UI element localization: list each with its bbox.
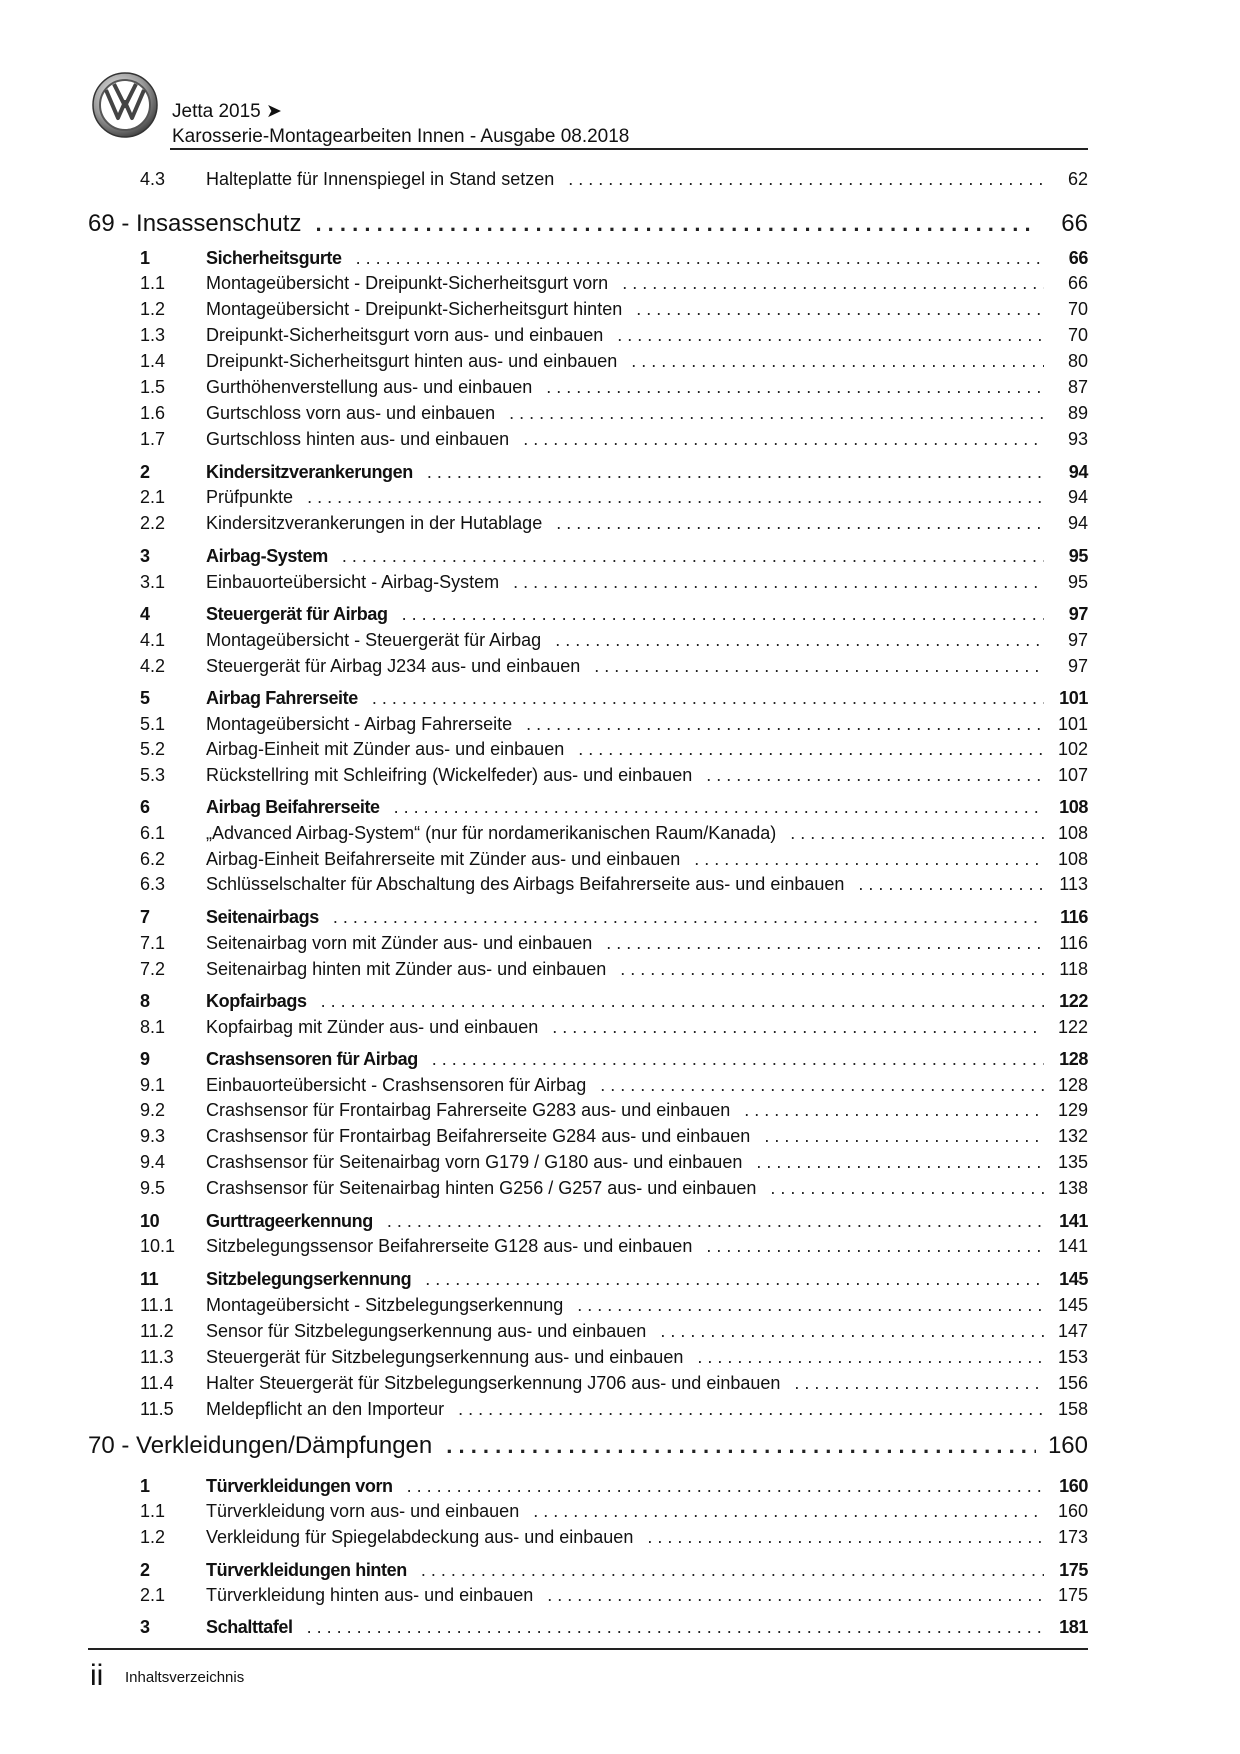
toc-number: 3	[140, 1617, 150, 1637]
toc-page-number: 129	[1057, 1100, 1088, 1120]
dot-leader	[526, 714, 1044, 734]
dot-leader	[568, 169, 1044, 189]
toc-number: 1	[140, 248, 150, 268]
toc-section	[88, 1560, 1088, 1580]
toc-title: Kindersitzverankerungen	[206, 462, 413, 482]
dot-leader	[394, 797, 1044, 817]
toc-number: 1	[140, 1476, 150, 1496]
dot-leader	[790, 823, 1044, 843]
toc-title: Gurtschloss vorn aus- und einbauen	[206, 403, 496, 423]
toc-section	[88, 1617, 1088, 1637]
toc-page-number: 66	[1068, 248, 1088, 268]
toc-section	[88, 797, 1088, 817]
toc-page-number: 128	[1059, 1049, 1088, 1069]
toc-page-number: 95	[1067, 572, 1088, 592]
dot-leader	[533, 1501, 1044, 1521]
footer-page-number: ii	[90, 1659, 104, 1692]
toc-page-number: 160	[1059, 1476, 1088, 1496]
toc-title: Kindersitzverankerungen in der Hutablage	[206, 513, 543, 533]
footer-label: Inhaltsverzeichnis	[125, 1669, 245, 1686]
toc-number: 1.1	[140, 1501, 166, 1521]
toc-page-number: 94	[1068, 462, 1088, 482]
dot-leader	[547, 1585, 1044, 1605]
toc-title: Türverkleidung hinten aus- und einbauen	[206, 1585, 534, 1605]
toc-section	[88, 1269, 1088, 1289]
toc-page-number: 113	[1059, 874, 1088, 894]
toc-entry	[88, 351, 1088, 371]
dot-leader	[513, 572, 1044, 592]
toc-title: Sitzbelegungserkennung	[206, 1269, 412, 1289]
toc-page-number: 70	[1067, 325, 1088, 345]
toc-page-number: 87	[1067, 377, 1088, 397]
toc-page-number: 66	[1067, 273, 1088, 293]
toc-number: 11	[140, 1269, 159, 1289]
toc-title: Halter Steuergerät für Sitzbelegungserkennung J706 aus- und einbauen	[206, 1373, 781, 1393]
toc-entry	[88, 377, 1088, 397]
toc-number: 11.3	[140, 1347, 174, 1367]
toc-number: 9	[140, 1049, 150, 1069]
dot-leader	[555, 630, 1044, 650]
toc-entry	[88, 299, 1088, 319]
toc-chapter	[88, 210, 1088, 238]
toc-entry	[88, 714, 1088, 734]
toc-title: Türverkleidungen hinten	[206, 1560, 407, 1580]
toc-title: Airbag-System	[206, 546, 328, 566]
toc-number: 9.1	[140, 1075, 166, 1095]
toc-number: 2.2	[140, 513, 166, 533]
dot-leader	[356, 248, 1044, 268]
toc-section	[88, 604, 1088, 624]
dot-leader	[706, 1236, 1044, 1256]
toc-number: 1.7	[140, 429, 166, 449]
toc-number: 6.2	[140, 849, 166, 869]
toc-number: 10.1	[140, 1236, 176, 1256]
dot-leader	[606, 933, 1044, 953]
toc-page-number: 95	[1068, 546, 1088, 566]
toc-page-number: 97	[1067, 656, 1088, 676]
dot-leader	[446, 1432, 1036, 1460]
dot-leader	[647, 1527, 1044, 1547]
toc-title: Crashsensor für Frontairbag Fahrerseite G283 aus- und einbauen	[206, 1100, 731, 1120]
toc-entry	[88, 1347, 1088, 1367]
toc-section	[88, 546, 1088, 566]
toc-number: 6.1	[140, 823, 166, 843]
toc-number: 7.1	[140, 933, 166, 953]
toc-page-number: 138	[1057, 1178, 1088, 1198]
toc-number: 3	[140, 546, 150, 566]
toc-number: 6	[140, 797, 150, 817]
toc-page-number: 108	[1057, 823, 1088, 843]
toc-number: 1.5	[140, 377, 166, 397]
toc-number: 5.3	[140, 765, 166, 785]
toc-section	[88, 907, 1088, 927]
dot-leader	[578, 739, 1044, 759]
toc-number: 4.1	[140, 630, 166, 650]
toc-entry	[88, 403, 1088, 423]
toc-title: Crashsensor für Seitenairbag vorn G179 / G180 aus- und einbauen	[206, 1152, 743, 1172]
toc-page-number: 181	[1059, 1617, 1088, 1637]
toc-number: 1.6	[140, 403, 166, 423]
toc-title: Montageübersicht - Airbag Fahrerseite	[206, 714, 513, 734]
toc-section	[88, 688, 1088, 708]
toc-entry	[88, 656, 1088, 676]
toc-page-number: 141	[1059, 1211, 1088, 1231]
toc-title: Airbag Beifahrerseite	[206, 797, 380, 817]
toc-number: 5.1	[140, 714, 166, 734]
dot-leader	[594, 656, 1044, 676]
dot-leader	[600, 1075, 1044, 1095]
toc-entry	[88, 1126, 1088, 1146]
dot-leader	[509, 403, 1044, 423]
toc-title: Kopfairbags	[206, 991, 307, 1011]
toc-page-number: 97	[1068, 604, 1088, 624]
toc-number: 9.2	[140, 1100, 166, 1120]
dot-leader	[631, 351, 1044, 371]
toc-page-number: 97	[1067, 630, 1088, 650]
dot-leader	[858, 874, 1044, 894]
toc-page-number: 173	[1057, 1527, 1088, 1547]
toc-number: 1.3	[140, 325, 166, 345]
dot-leader	[622, 273, 1044, 293]
toc-number: 10	[140, 1211, 160, 1231]
toc-page-number: 118	[1059, 959, 1088, 979]
toc-title: Halteplatte für Innenspiegel in Stand setzen	[206, 169, 555, 189]
dot-leader	[697, 1347, 1044, 1367]
toc-page-number: 80	[1067, 351, 1088, 371]
toc-page-number: 175	[1057, 1585, 1088, 1605]
dot-leader	[620, 959, 1044, 979]
toc-title: Crashsensor für Seitenairbag hinten G256 / G257 aus- und einbauen	[206, 1178, 757, 1198]
dot-leader	[577, 1295, 1044, 1315]
dot-leader	[432, 1049, 1044, 1069]
toc-title: Rückstellring mit Schleifring (Wickelfeder) aus- und einbauen	[206, 765, 693, 785]
dot-leader	[421, 1560, 1044, 1580]
toc-page-number: 145	[1057, 1295, 1088, 1315]
toc-title: Dreipunkt-Sicherheitsgurt hinten aus- und einbauen	[206, 351, 618, 371]
toc-section	[88, 248, 1088, 268]
toc-entry	[88, 1178, 1088, 1198]
dot-leader	[307, 487, 1044, 507]
toc-entry	[88, 1321, 1088, 1341]
toc-entry	[88, 1585, 1088, 1605]
toc-page-number: 147	[1057, 1321, 1088, 1341]
toc-page-number: 135	[1057, 1152, 1088, 1172]
toc-title: 70 - Verkleidungen/Dämpfungen	[88, 1432, 433, 1459]
toc-title: Seitenairbag hinten mit Zünder aus- und einbauen	[206, 959, 607, 979]
toc-entry	[88, 874, 1088, 894]
toc-entry	[88, 1100, 1088, 1120]
dot-leader	[315, 210, 1036, 238]
toc-page-number: 70	[1067, 299, 1088, 319]
toc-title: Gurtschloss hinten aus- und einbauen	[206, 429, 510, 449]
toc-number: 11.5	[140, 1399, 174, 1419]
toc-title: Türverkleidung vorn aus- und einbauen	[206, 1501, 520, 1521]
dot-leader	[372, 688, 1044, 708]
toc-title: Seitenairbag vorn mit Zünder aus- und einbauen	[206, 933, 593, 953]
dot-leader	[407, 1476, 1044, 1496]
dot-leader	[794, 1373, 1044, 1393]
toc-section	[88, 1211, 1088, 1231]
document-subtitle: Karosserie-Montagearbeiten Innen - Ausgabe 08.2018	[172, 126, 630, 147]
toc-page-number: 156	[1057, 1373, 1088, 1393]
toc-title: Montageübersicht - Steuergerät für Airbag	[206, 630, 542, 650]
dot-leader	[636, 299, 1044, 319]
toc-title: Crashsensoren für Airbag	[206, 1049, 418, 1069]
toc-number: 9.5	[140, 1178, 166, 1198]
toc-page-number: 145	[1059, 1269, 1088, 1289]
toc-page-number: 101	[1057, 714, 1088, 734]
dot-leader	[706, 765, 1044, 785]
toc-title: Airbag Fahrerseite	[206, 688, 358, 708]
toc-title: Prüfpunkte	[206, 487, 294, 507]
toc-entry	[88, 1152, 1088, 1172]
toc-page-number: 66	[1061, 210, 1088, 237]
toc-page-number: 132	[1057, 1126, 1088, 1146]
toc-title: Sensor für Sitzbelegungserkennung aus- und einbauen	[206, 1321, 647, 1341]
dot-leader	[694, 849, 1044, 869]
toc-section	[88, 462, 1088, 482]
toc-entry	[88, 1501, 1088, 1521]
toc-number: 8	[140, 991, 150, 1011]
toc-entry	[88, 513, 1088, 533]
toc-section	[88, 1049, 1088, 1069]
model-title: Jetta 2015 ➤	[172, 101, 282, 122]
toc-number: 2	[140, 1560, 150, 1580]
dot-leader	[425, 1269, 1044, 1289]
toc-number: 11.1	[140, 1295, 174, 1315]
toc-title: „Advanced Airbag-System“ (nur für nordamerikanischen Raum/Kanada)	[206, 823, 777, 843]
dot-leader	[427, 462, 1044, 482]
dot-leader	[387, 1211, 1044, 1231]
toc-page-number: 102	[1057, 739, 1088, 759]
toc-title: Steuergerät für Airbag	[206, 604, 388, 624]
toc-page-number: 108	[1057, 849, 1088, 869]
toc-number: 1.1	[140, 273, 166, 293]
toc-title: Sicherheitsgurte	[206, 248, 342, 268]
dot-leader	[744, 1100, 1044, 1120]
toc-number: 4.2	[140, 656, 166, 676]
toc-entry	[88, 1527, 1088, 1547]
toc-title: Türverkleidungen vorn	[206, 1476, 393, 1496]
toc-title: 69 - Insassenschutz	[88, 210, 302, 237]
dot-leader	[523, 429, 1044, 449]
toc-number: 1.4	[140, 351, 166, 371]
toc-title: Dreipunkt-Sicherheitsgurt vorn aus- und einbauen	[206, 325, 604, 345]
toc-page-number: 101	[1059, 688, 1088, 708]
dot-leader	[546, 377, 1044, 397]
dot-leader	[756, 1152, 1044, 1172]
toc-entry	[88, 325, 1088, 345]
toc-entry	[88, 273, 1088, 293]
toc-number: 1.2	[140, 1527, 166, 1547]
toc-page-number: 128	[1057, 1075, 1088, 1095]
toc-title: Montageübersicht - Dreipunkt-Sicherheitsgurt vorn	[206, 273, 609, 293]
toc-number: 3.1	[140, 572, 166, 592]
toc-number: 11.2	[140, 1321, 174, 1341]
toc-entry	[88, 429, 1088, 449]
toc-title: Sitzbelegungssensor Beifahrerseite G128 aus- und einbauen	[206, 1236, 693, 1256]
toc-entry	[88, 933, 1088, 953]
header-divider	[170, 148, 1088, 150]
toc-page-number: 153	[1057, 1347, 1088, 1367]
toc-page-number: 160	[1047, 1432, 1088, 1459]
toc-number: 5.2	[140, 739, 166, 759]
toc-number: 4.3	[140, 169, 166, 189]
toc-entry	[88, 1075, 1088, 1095]
dot-leader	[333, 907, 1044, 927]
toc-number: 2.1	[140, 1585, 166, 1605]
toc-entry	[88, 169, 1088, 189]
toc-title: Meldepflicht an den Importeur	[206, 1399, 445, 1419]
dot-leader	[764, 1126, 1044, 1146]
footer-divider	[88, 1648, 1088, 1650]
toc-title: Schalttafel	[206, 1617, 293, 1637]
toc-title: Verkleidung für Spiegelabdeckung aus- und einbauen	[206, 1527, 634, 1547]
toc-title: Gurthöhenverstellung aus- und einbauen	[206, 377, 533, 397]
toc-page-number: 116	[1059, 933, 1088, 953]
toc-page-number: 141	[1057, 1236, 1088, 1256]
toc-title: Steuergerät für Sitzbelegungserkennung aus- und einbauen	[206, 1347, 684, 1367]
toc-number: 1.2	[140, 299, 166, 319]
vw-logo-icon	[92, 72, 158, 138]
toc-page-number: 175	[1059, 1560, 1088, 1580]
toc-entry	[88, 1295, 1088, 1315]
toc-number: 9.4	[140, 1152, 166, 1172]
toc-page-number: 89	[1067, 403, 1088, 423]
toc-number: 5	[140, 688, 150, 708]
toc-number: 9.3	[140, 1126, 166, 1146]
toc-page-number: 160	[1057, 1501, 1088, 1521]
toc-entry	[88, 849, 1088, 869]
toc-title: Steuergerät für Airbag J234 aus- und einbauen	[206, 656, 581, 676]
toc-page-number: 93	[1067, 429, 1088, 449]
toc-title: Airbag-Einheit Beifahrerseite mit Zünder aus- und einbauen	[206, 849, 681, 869]
toc-number: 2.1	[140, 487, 166, 507]
toc-entry	[88, 572, 1088, 592]
toc-page-number: 122	[1059, 991, 1088, 1011]
toc-number: 11.4	[140, 1373, 174, 1393]
dot-leader	[402, 604, 1044, 624]
toc-number: 7.2	[140, 959, 166, 979]
toc-title: Einbauorteübersicht - Crashsensoren für Airbag	[206, 1075, 587, 1095]
toc-title: Montageübersicht - Sitzbelegungserkennung	[206, 1295, 564, 1315]
toc-entry	[88, 630, 1088, 650]
toc-entry	[88, 823, 1088, 843]
toc-entry	[88, 1236, 1088, 1256]
toc-page-number: 94	[1067, 513, 1088, 533]
toc-title: Schlüsselschalter für Abschaltung des Airbags Beifahrerseite aus- und einbauen	[206, 874, 845, 894]
toc-number: 8.1	[140, 1017, 166, 1037]
toc-entry	[88, 1373, 1088, 1393]
toc-entry	[88, 1399, 1088, 1419]
toc-entry	[88, 1017, 1088, 1037]
dot-leader	[556, 513, 1044, 533]
toc-entry	[88, 739, 1088, 759]
toc-page-number: 107	[1057, 765, 1088, 785]
toc-entry	[88, 765, 1088, 785]
toc-section	[88, 1476, 1088, 1496]
toc-entry	[88, 959, 1088, 979]
dot-leader	[660, 1321, 1044, 1341]
toc-page-number: 158	[1057, 1399, 1088, 1419]
toc-title: Gurttrageerkennung	[206, 1211, 373, 1231]
toc-number: 7	[140, 907, 150, 927]
toc-page-number: 116	[1060, 907, 1088, 927]
toc-chapter	[88, 1432, 1088, 1460]
toc-title: Montageübersicht - Dreipunkt-Sicherheitsgurt hinten	[206, 299, 623, 319]
dot-leader	[770, 1178, 1044, 1198]
toc-title: Airbag-Einheit mit Zünder aus- und einbauen	[206, 739, 565, 759]
toc-entry	[88, 487, 1088, 507]
toc-section	[88, 991, 1088, 1011]
toc-number: 2	[140, 462, 150, 482]
toc-title: Einbauorteübersicht - Airbag-System	[206, 572, 500, 592]
toc-number: 6.3	[140, 874, 166, 894]
toc-page-number: 62	[1067, 169, 1088, 189]
toc-title: Seitenairbags	[206, 907, 319, 927]
toc-title: Kopfairbag mit Zünder aus- und einbauen	[206, 1017, 539, 1037]
toc-number: 4	[140, 604, 150, 624]
toc-title: Crashsensor für Frontairbag Beifahrerseite G284 aus- und einbauen	[206, 1126, 751, 1146]
dot-leader	[458, 1399, 1044, 1419]
dot-leader	[321, 991, 1044, 1011]
toc-page-number: 94	[1067, 487, 1088, 507]
toc-page-number: 108	[1059, 797, 1088, 817]
page-header	[92, 48, 1088, 150]
dot-leader	[307, 1617, 1044, 1637]
toc-page-number: 122	[1057, 1017, 1088, 1037]
dot-leader	[342, 546, 1044, 566]
dot-leader	[552, 1017, 1044, 1037]
dot-leader	[617, 325, 1044, 345]
